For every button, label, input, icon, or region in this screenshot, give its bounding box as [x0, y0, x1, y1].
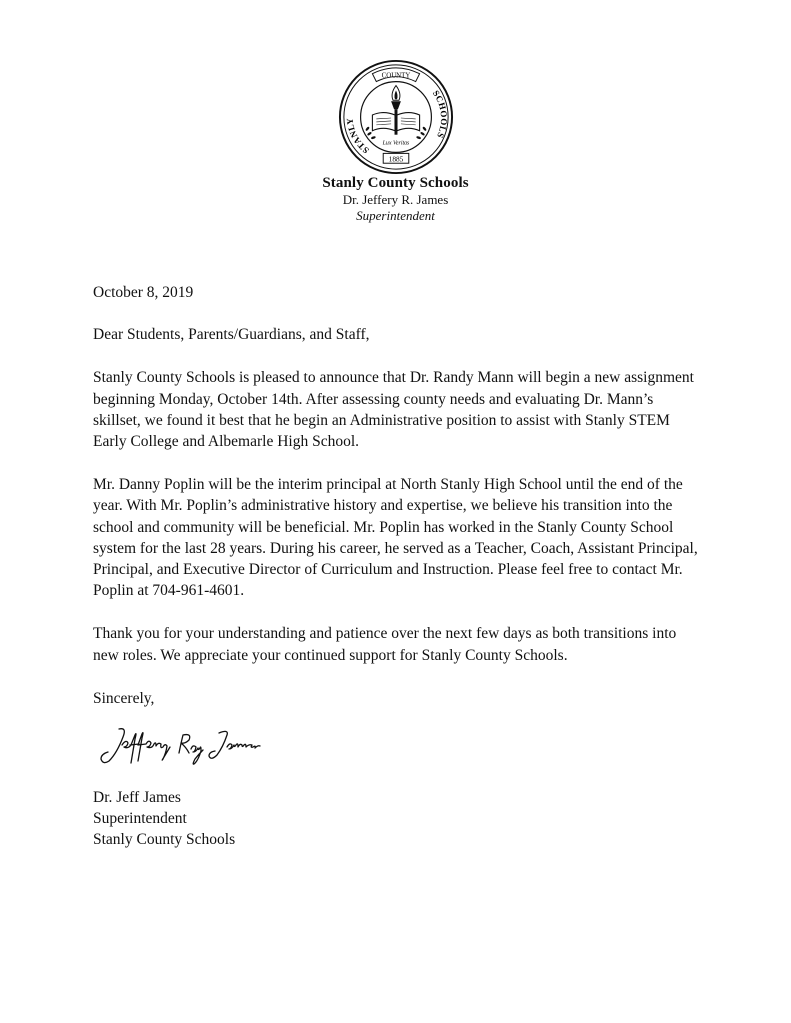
letter-body [93, 282, 703, 851]
letter-closing: Sincerely, [93, 689, 155, 707]
letter-salutation: Dear Students, Parents/Guardians, and Staff, [93, 326, 370, 344]
superintendent-name: Dr. Jeffery R. James [342, 192, 449, 207]
signer-title: Superintendent [93, 810, 187, 828]
school-seal-logo [337, 58, 455, 176]
seal-year-text: 1885 [388, 154, 403, 164]
seal-county-text: COUNTY [381, 72, 410, 80]
letter-date: October 8, 2019 [93, 284, 194, 301]
letter-paragraph: Stanly County Schools is pleased to announce that Dr. Randy Mann will begin a new assignment beginning Monday, October 14th. After assessing county needs and evaluating Dr. Mann’s skillset, we found it best that he begin an Administrative position to assist with Stanly STEM Early College and Albemarle High School. [93, 369, 694, 451]
handwritten-signature [97, 723, 262, 769]
organization-name: Stanly County Schools [322, 175, 469, 191]
svg-text:SCHOOLS [430, 88, 448, 139]
letter-paragraph: Mr. Danny Poplin will be the interim principal at North Stanly High School until the end of the year. With Mr. Poplin’s administrative history and expertise, we believe his transition into the school and community will be beneficial. Mr. Poplin has worked in the Stanly County School system for the last 28 years. During his career, he served as a Teacher, Coach, Assistant Principal, Principal, and Executive Director of Curriculum and Instruction. Please feel free to contact Mr. Poplin at 704-961-4601. [93, 476, 698, 600]
seal-stanly-text: STANLY [343, 117, 371, 156]
letterhead [0, 58, 791, 224]
superintendent-title: Superintendent [356, 208, 435, 223]
signature-block [93, 787, 703, 851]
signer-name: Dr. Jeff James [93, 789, 181, 807]
signer-organization: Stanly County Schools [93, 831, 236, 849]
seal-schools-text: SCHOOLS [430, 88, 449, 140]
seal-motto-text: Lux Veritas [382, 140, 409, 147]
letter-paragraph: Thank you for your understanding and patience over the next few days as both transitions into new roles. We appreciate your continued support for Stanly County Schools. [93, 625, 677, 664]
